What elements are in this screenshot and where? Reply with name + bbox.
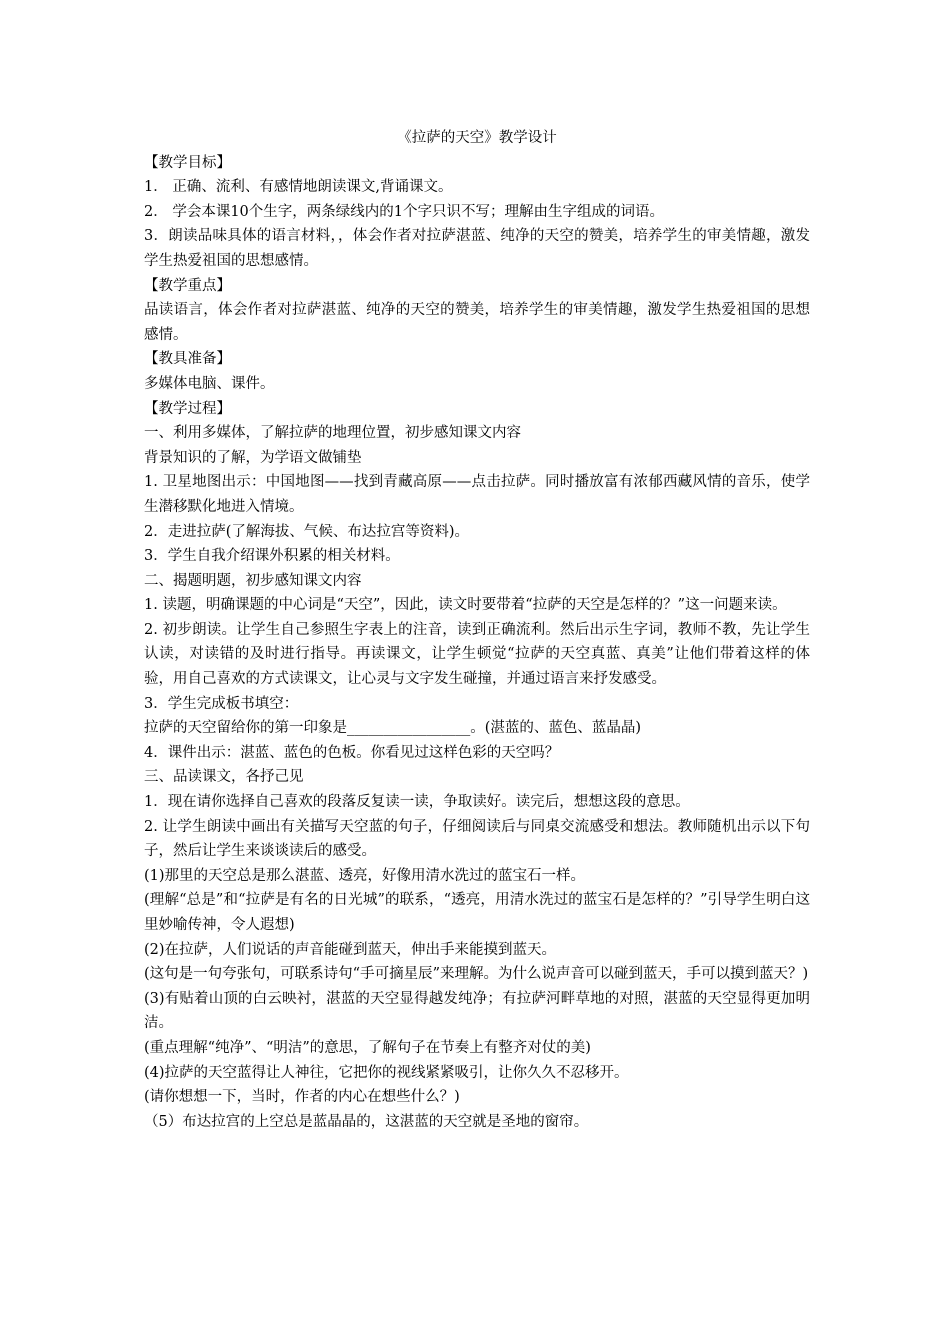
objective-item: 2． 学会本课10个生字，两条绿线内的1个字只识不写；理解由生字组成的词语。 [144,203,665,220]
section-heading-key-points: 【教学重点】 [144,277,231,294]
quoted-sentence: （5）布达拉宫的上空总是蓝晶晶的，这湛蓝的天空就是圣地的窗帘。 [144,1113,589,1130]
process-item: 2. 初步朗读。让学生自己参照生字表上的注音，读到正确流利。然后出示生字词，教师不教，先让学生认读，对读错的及时进行指导。再读课文，让学生顿觉“拉萨的天空真蓝、真美”让他们带着这样的体验，用自己喜欢的方式读课文，让心灵与文字发生碰撞，并通过语言来抒发感受。 [144,621,810,688]
process-step-heading: 一、利用多媒体，了解拉萨的地理位置，初步感知课文内容 [144,425,521,442]
teaching-note: (重点理解“纯净”、“明洁”的意思，了解句子在节奏上有整齐对仗的美) [144,1039,591,1056]
process-item: 3．学生自我介绍课外积累的相关材料。 [144,548,400,565]
document-page [144,126,810,1134]
fill-in-blank: 拉萨的天空留给你的第一印象是_________________。(湛蓝的、蓝色、蓝晶晶) [144,720,642,737]
process-item: 1. 卫星地图出示：中国地图——找到青藏高原——点击拉萨。同时播放富有浓郁西藏风情的音乐，使学生潜移默化地进入情境。 [144,474,810,515]
quoted-sentence: (3)有贴着山顶的白云映衬，湛蓝的天空显得越发纯净；有拉萨河畔草地的对照，湛蓝的天空显得更加明洁。 [144,990,810,1032]
process-item: 4．课件出示：湛蓝、蓝色的色板。你看见过这样色彩的天空吗？ [144,744,560,761]
process-item: 2. 让学生朗读中画出有关描写天空蓝的句子，仔细阅读后与同桌交流感受和想法。教师随机出示以下句子，然后让学生来谈谈读后的感受。 [144,818,810,860]
quoted-sentence: (1)那里的天空总是那么湛蓝、透亮，好像用清水洗过的蓝宝石一样。 [144,867,586,884]
section-heading-process: 【教学过程】 [144,400,231,417]
teaching-note: (请你想想一下，当时，作者的内心在想些什么？) [144,1089,460,1106]
process-step-heading: 二、揭题明题，初步感知课文内容 [144,572,362,589]
objective-item: 1． 正确、流利、有感情地朗读课文,背诵课文。 [144,179,453,196]
quoted-sentence: (2)在拉萨，人们说话的声音能碰到蓝天，伸出手来能摸到蓝天。 [144,941,557,958]
process-step-heading: 三、品读课文，各抒己见 [144,769,304,786]
process-item: 3．学生完成板书填空： [144,695,299,712]
teaching-note: (理解“总是”和“拉萨是有名的日光城”的联系，“透亮，用清水洗过的蓝宝石是怎样的？”引导学生明白这里妙喻传神，令人遐想) [144,892,810,933]
section-heading-objectives: 【教学目标】 [144,154,231,171]
teaching-note: (这句是一句夸张句，可联系诗句“手可摘星辰”来理解。为什么说声音可以碰到蓝天，手可以摸到蓝天？) [144,966,809,983]
quoted-sentence: (4)拉萨的天空蓝得让人神往，它把你的视线紧紧吸引，让你久久不忍移开。 [144,1064,629,1081]
objective-item: 3．朗读品味具体的语言材料，，体会作者对拉萨湛蓝、纯净的天空的赞美，培养学生的审美情趣，激发学生热爱祖国的思想感情。 [144,228,810,269]
process-item: 1．现在请你选择自己喜欢的段落反复读一读，争取读好。读完后，想想这段的意思。 [144,794,690,811]
process-text: 背景知识的了解，为学语文做铺垫 [144,449,362,466]
process-item: 1. 读题，明确课题的中心词是“天空”，因此，读文时要带着“拉萨的天空是怎样的？”这一问题来读。 [144,597,787,614]
key-points-text: 品读语言，体会作者对拉萨湛蓝、纯净的天空的赞美，培养学生的审美情趣，激发学生热爱祖国的思想感情。 [144,302,810,343]
document-title: 《拉萨的天空》教学设计 [397,130,557,146]
materials-text: 多媒体电脑、课件。 [144,375,275,392]
process-item: 2．走进拉萨(了解海拔、气候、布达拉宫等资料)。 [144,523,470,540]
section-heading-materials: 【教具准备】 [144,351,231,368]
